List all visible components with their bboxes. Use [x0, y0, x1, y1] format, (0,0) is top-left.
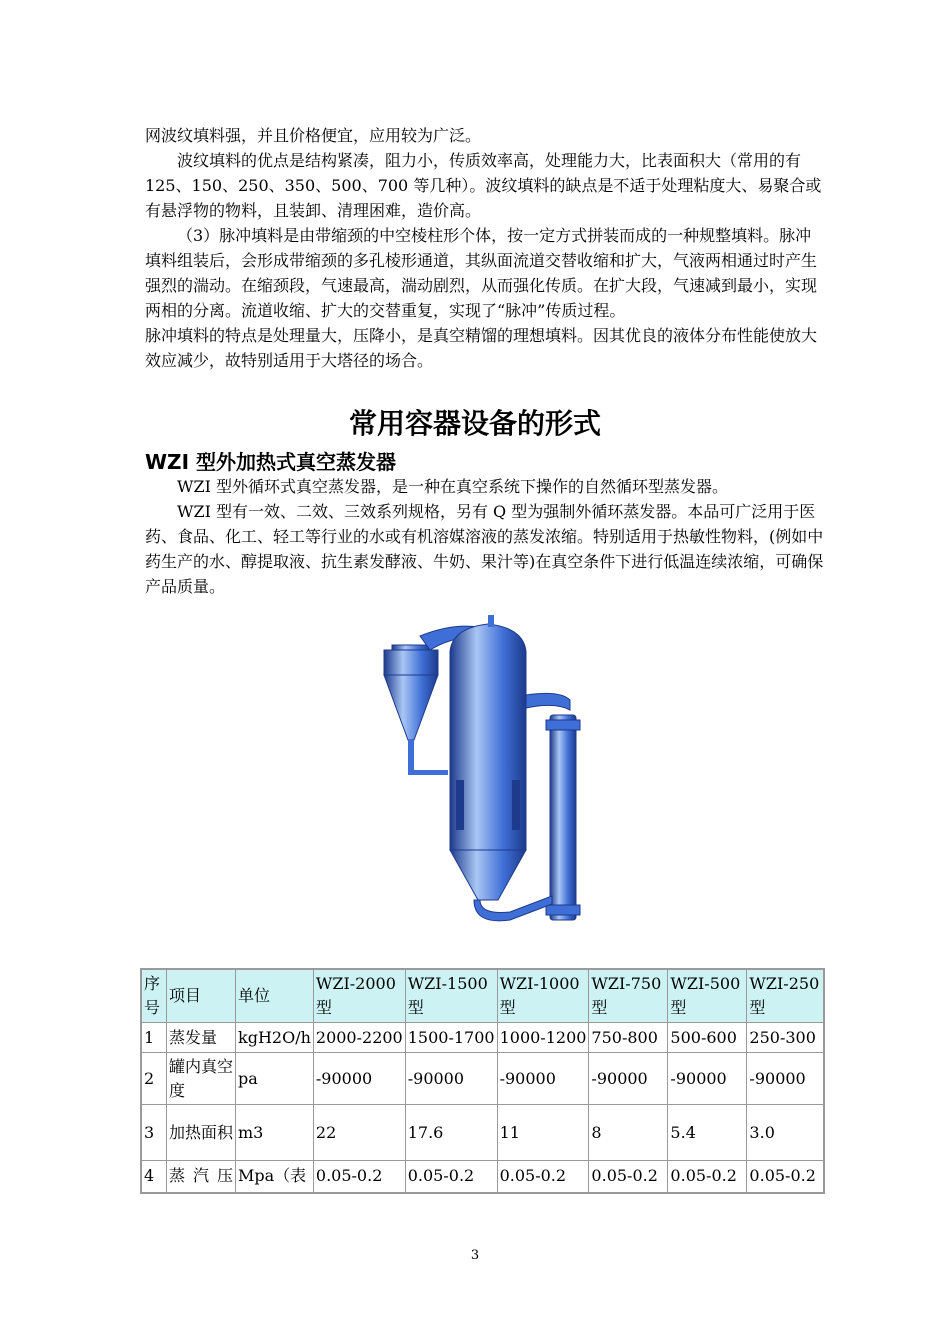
table-cell: 0.05-0.2 [313, 1161, 405, 1193]
paragraph: 脉冲填料的特点是处理量大，压降小，是真空精馏的理想填料。因其优良的液体分布性能使放大效应减少，故特别适用于大塔径的场合。 [145, 326, 818, 370]
spec-table [140, 968, 825, 1194]
table-cell: 2 [141, 1053, 167, 1105]
table-cell: 0.05-0.2 [405, 1161, 497, 1193]
page-number: 3 [470, 1248, 480, 1263]
table-cell: 5.4 [668, 1105, 747, 1161]
table-cell: -90000 [589, 1053, 668, 1105]
table-cell: 4 [141, 1161, 167, 1193]
table-row [141, 1161, 824, 1193]
header-cell: WZI-1000型 [497, 969, 589, 1023]
table-cell: 加热面积 [167, 1105, 236, 1161]
table-cell: Mpa（表 [236, 1161, 314, 1193]
table-cell: 0.05-0.2 [668, 1161, 747, 1193]
evaporator-illustration-icon [370, 600, 600, 930]
paragraph: 网波纹填料强，并且价格便宜，应用较为广泛。 [145, 126, 482, 145]
table-cell: 2000-2200 [313, 1023, 405, 1053]
table-cell: 1000-1200 [497, 1023, 589, 1053]
intro-text [145, 123, 825, 373]
table-cell: -90000 [313, 1053, 405, 1105]
table-cell: 11 [497, 1105, 589, 1161]
table-cell: 17.6 [405, 1105, 497, 1161]
table-cell: 22 [313, 1105, 405, 1161]
table-cell: m3 [236, 1105, 314, 1161]
table-cell: 蒸汽压 [167, 1161, 236, 1193]
table-cell: 3 [141, 1105, 167, 1161]
table-cell: 3.0 [747, 1105, 825, 1161]
paragraph: （3）脉冲填料是由带缩颈的中空棱柱形个体，按一定方式拼装而成的一种规整填料。脉冲填料组装后，会形成带缩颈的多孔棱形通道，其纵面流道交替收缩和扩大，气液两相通过时产生强烈的湍动。在缩颈段，气速最高，湍动剧烈，从而强化传质。在扩大段，气速减到最小，实现两相的分离。流道收缩、扩大的交替重复，实现了“脉冲”传质过程。 [145, 226, 818, 320]
table-cell: 0.05-0.2 [589, 1161, 668, 1193]
paragraph: WZI 型有一效、二效、三效系列规格，另有 Q 型为强制外循环蒸发器。本品可广泛用于医药、食品、化工、轻工等行业的水或有机溶媒溶液的蒸发浓缩。特别适用于热敏性物料，(例如中药生产的水、醇提取液、抗生素发酵液、牛奶、果汁等)在真空条件下进行低温连续浓缩，可确保产品质量。 [145, 502, 824, 596]
header-cell: 序号 [141, 969, 167, 1023]
table-cell: 250-300 [747, 1023, 825, 1053]
table-cell: -90000 [747, 1053, 825, 1105]
table-row [141, 1023, 824, 1053]
header-cell: WZI-2000型 [313, 969, 405, 1023]
table-cell: pa [236, 1053, 314, 1105]
table-cell: 蒸发量 [167, 1023, 236, 1053]
subsection-title: WZI 型外加热式真空蒸发器 [145, 450, 396, 474]
table-cell: 0.05-0.2 [747, 1161, 825, 1193]
table-cell: -90000 [668, 1053, 747, 1105]
table-cell: kgH2O/h [236, 1023, 314, 1053]
body-text [145, 474, 825, 599]
paragraph: WZI 型外循环式真空蒸发器，是一种在真空系统下操作的自然循环型蒸发器。 [177, 477, 728, 496]
evaporator-figure [370, 600, 600, 930]
table-row [141, 1105, 824, 1161]
table-cell: -90000 [405, 1053, 497, 1105]
table-cell: 0.05-0.2 [497, 1161, 589, 1193]
header-cell: 单位 [236, 969, 314, 1023]
table-cell: 500-600 [668, 1023, 747, 1053]
header-cell: WZI-750型 [589, 969, 668, 1023]
table-header-row [141, 969, 824, 1023]
header-cell: WZI-250型 [747, 969, 825, 1023]
table-cell: 750-800 [589, 1023, 668, 1053]
header-cell: WZI-500型 [668, 969, 747, 1023]
section-title: 常用容器设备的形式 [348, 407, 601, 440]
paragraph: 波纹填料的优点是结构紧凑，阻力小，传质效率高，处理能力大，比表面积大（常用的有 125、150、250、350、500、700 等几种）。波纹填料的缺点是不适于处理粘度大、易聚合或有悬浮物的物料，且装卸、清理困难，造价高。 [145, 151, 822, 220]
table-cell: -90000 [497, 1053, 589, 1105]
header-cell: WZI-1500型 [405, 969, 497, 1023]
header-cell: 项目 [167, 969, 236, 1023]
table-cell: 罐内真空度 [167, 1053, 236, 1105]
table-cell: 1 [141, 1023, 167, 1053]
table-cell: 1500-1700 [405, 1023, 497, 1053]
table-cell: 8 [589, 1105, 668, 1161]
table-row [141, 1053, 824, 1105]
